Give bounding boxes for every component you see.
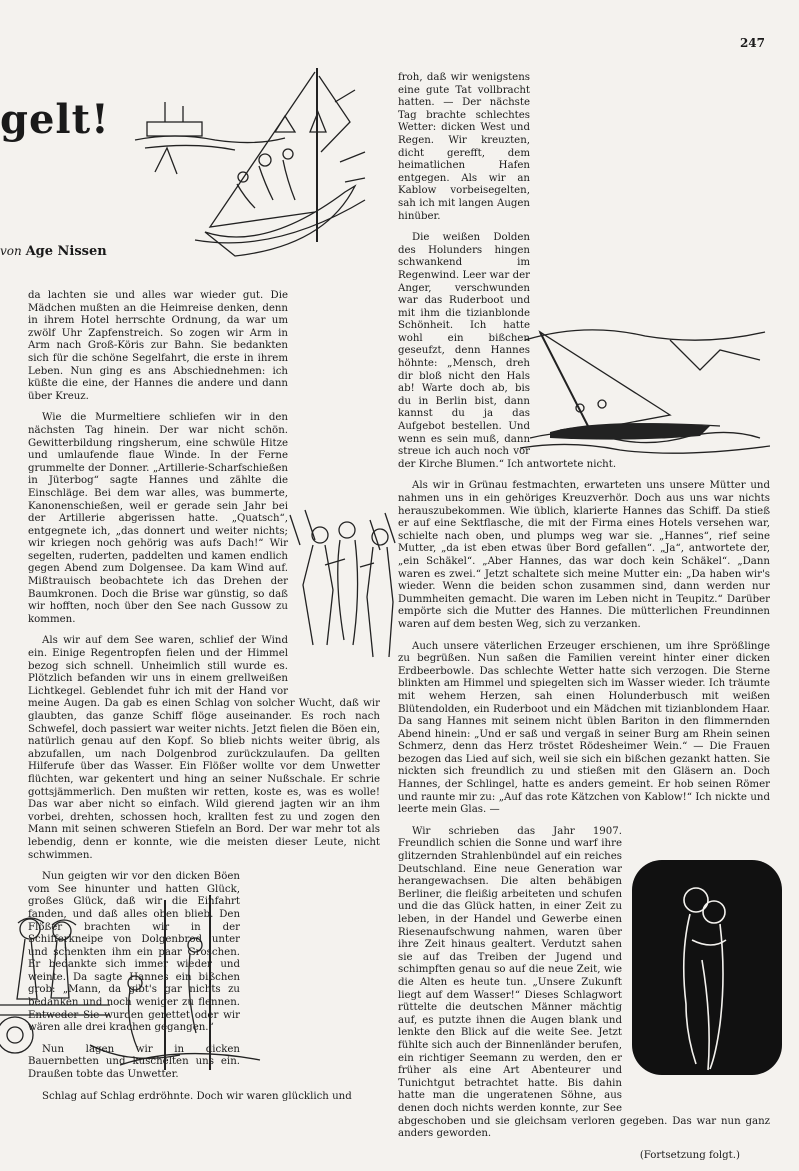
dancing-couples-illustration <box>285 505 405 675</box>
left-paragraph: Nun lagen wir in dicken Bauernbetten und kuschelten uns ein. Draußen tobte das Unwetter. <box>28 1043 240 1081</box>
ladies-on-dock-illustration <box>0 895 265 1075</box>
embracing-couple-illustration <box>632 860 782 1075</box>
left-paragraph: da lachten sie und alles war wieder gut. Die Mädchen mußten an die Heimreise denken, denn in ihrem Hotel herrschte Ordnung, da war um zwölf Uhr Zapfenstreich. So zogen wir Arm in Arm nach Groß-Köris zur Bahn. Sie bedankten sich für die schöne Segelfahrt, die erste in ihrem Leben. Nun ging es ans Abschiednehmen: ich küßte die eine, der Hannes die andere und dann über Kreuz. <box>28 290 288 402</box>
continuation-note: (Fortsetzung folgt.) <box>639 1149 740 1161</box>
left-paragraph: Nun geigten wir vor den dicken Böen vom See hinunter und hatten Glück, großes Glück, daß wir die Einfahrt fanden, und daß alles oben blieb. Den Flößer brachten wir in der Schifferkneipe von Dolgenbrod unter und schenkten ihm ein paar Groschen. Er bedankte sich immer wieder und weinte. Da sagte Hannes ein bißchen grob: „Mann, da gibt's gar nichts zu bedanken und noch weniger zu flennen. Entweder Sie wurden gerettet oder wir wären alle drei krachen gegangen.“ <box>28 871 240 1034</box>
boat-in-storm-illustration <box>520 320 770 455</box>
sailboat-with-figures-illustration <box>125 62 375 262</box>
right-paragraph: Die weißen Dolden des Holunders hingen schwankend im Regenwind. Leer war der Anger, verschwunden war das Ruderboot und mit ihm die tizianblonde Schönheit. Ich hatte wohl ein bißchen geseufzt, denn Hannes höhnte: „Mensch, dreh dir bloß nicht den Hals ab! Warte doch ab, bis du in Berlin bist, dann kannst du ja das Aufgebot bestellen. Und wenn es sein muß, dann streue ich auch noch vor der Kirche Blumen.“ Ich antwortete nicht. <box>398 232 617 470</box>
right-paragraph: Wir schrieben das Jahr 1907. Freundlich schien die Sonne und warf ihre glitzernden Strahlenbündel auf ein reiches Deutschland. Eine neue Generation war herangewachsen. Die alten behäbigen Berliner, die fleißig arbeiteten und schufen und die das Glück hatten, in einer Zeit zu leben, in der Handel und Gewerbe einen Riesenaufschwung nahmen, waren über ihre Zeit hinaus gealtert. Verdutzt sahen sie auf das Treiben der Jugend und schimpften genau so auf die neue Zeit, wie die Alten es heute tun. „Unsere Zukunft liegt auf dem Wasser!“ Dieses Schlagwort rüttelte die deutschen Männer mächtig auf, es putzte ihnen die Augen blank und lenkte den Blick auf die weite See. Jetzt fühlte sich auch der Binnenländer berufen, ein richtiger Seemann zu werden, den er früher als eine Art Abenteurer und Tunichtgut betrachtet hatte. Bis dahin hatte man die ungeratenen Söhne, aus denen doch nichts werden konnte, zur See abgeschoben und sie gleichsam verloren gegeben. Das war nun ganz anders geworden. <box>398 825 770 1140</box>
article-title: gelt! <box>0 96 110 143</box>
byline <box>0 244 107 259</box>
right-paragraph: Als wir in Grünau festmachten, erwarteten uns unsere Mütter und nahmen uns in ein gehöriges Kreuzverhör. Doch aus uns war nichts herauszubekommen. Wie üblich, klarierte Hannes das Schiff. Da stieß er auf eine Sektflasche, die mit der Firma eines Hotels versehen war, schielte nach oben, und plumps weg war sie. „Hannes“, rief seine Mutter, „da ist eben etwas über Bord gefallen“. „Ja“, antwortete der, „ein Schäkel“. „Aber Hannes, das war doch kein Schäkel“. „Dann waren es zwei.“ Jetzt schaltete sich meine Mutter ein: „Da haben wir's wieder. Wenn die beiden schon zusammen sind, dann werden nur Dummheiten gemacht. Die waren im Leben nicht in Teupitz.“ Darüber empörte sich die Mutter des Hannes. Die mütterlichen Freundinnen waren auf dem besten Weg, sich zu verzanken. <box>398 480 770 630</box>
right-paragraph: Auch unsere väterlichen Erzeuger erschienen, um ihre Sprößlinge zu begrüßen. Nun saßen die Familien vereint hinter einer dicken Erdbeerbowle. Das schlechte Wetter hatte sich verzogen. Die Sterne blinkten am Himmel und spiegelten sich im Wasser wieder. Ich träumte mit wehem Herzen, sah einen Holunderbusch mit weißen Blütendolden, ein Ruderboot und ein Mädchen mit tizianblondem Haar. Da sang Hannes mit seinem nicht üblen Bariton in den flimmernden Abend hinein: „Und er saß und vergaß in seiner Burg am Rhein seinen Schmerz, denn das Herz tröstet Rödesheimer Wein.“ — Die Frauen bezogen das Lied auf sich, weil sie sich ein bißchen gezankt hatten. Sie nickten sich freundlich zu und stießen mit den Gläsern an. Doch Hannes, der Schlingel, hatte es anders gemeint. Er hob seinen Römer und raunte mir zu: „Auf das rote Kätzchen von Kablow!“ Ich nickte und leerte mein Glas. — <box>398 640 770 816</box>
byline-prefix: von <box>0 244 22 258</box>
left-paragraph: Als wir auf dem See waren, schlief der Wind ein. Einige Regentropfen fielen und der Himmel bezog sich schnell. Unheimlich still wurde es. Plötzlich befanden wir uns in einem grellweißen Lichtkegel. Geblendet fuhr ich mit der Hand vor meine Augen. Da gab es einen Schlag von solcher Wucht, daß wir glaubten, das ganze Schiff flöge auseinander. Es roch nach Schwefel, doch passiert war weiter nichts. Jetzt fielen die Böen ein, natürlich genau auf den Kopf. So blieb nichts weiter übrig, als abzufallen, um nach Dolgenbrod zurückzulaufen. Da gellten Hilferufe über das Wasser. Ein Flößer wollte vor dem Unwetter flüchten, war gekentert und hing an seiner Nußschale. Er schrie gottsjämmerlich. Den mußten wir retten, koste es, was es wolle! Das war aber nicht so einfach. Wild gierend jagten wir an ihm vorbei, drehten, schossen hoch, krallten fest zu und zogen den Mann mit seinen schweren Stiefeln an Bord. Der war mehr tot als lebendig, denn er konnte, wie die meisten dieser Leute, nicht schwimmen. <box>28 635 380 861</box>
right-paragraph: froh, daß wir wenigstens eine gute Tat vollbracht hatten. — Der nächste Tag brachte schlechtes Wetter: dicken West und Regen. Wir kreuzten, dicht gerefft, dem heimatlichen Hafen entgegen. Als wir an Kablow vorbeisegelten, sah ich mit langen Augen hinüber. <box>398 72 530 222</box>
byline-author: Age Nissen <box>25 244 107 259</box>
page-number: 247 <box>739 36 765 50</box>
left-paragraph: Schlag auf Schlag erdröhnte. Doch wir waren glücklich und <box>42 1090 352 1102</box>
left-paragraph: Wie die Murmeltiere schliefen wir in den nächsten Tag hinein. Der war nicht schön. Gewitterbildung ringsherum, eine schwüle Hitze und umlaufende flaue Winde. In der Ferne grummelte der Donner. „Artillerie-Scharfschießen in Jüterbog“ sagte Hannes und zählte die Einschläge. Bei dem war alles, was bummerte, Kanonenschießen, weil er gerade sein Jahr bei der Artillerie abgerissen hatte. „Quatsch“, entgegnete ich, „das donnert und weiter nichts; wir kriegen noch gehörig was aufs Dach!“ Wir segelten, ruderten, paddelten und kamen endlich gegen Abend zum Dolgensee. Da kam Wind auf. Mißtrauisch beobachtete ich das Drehen der Baumkronen. Doch die Brise war günstig, so daß wir hofften, noch über den See nach Gussow zu kommen. <box>28 412 288 625</box>
